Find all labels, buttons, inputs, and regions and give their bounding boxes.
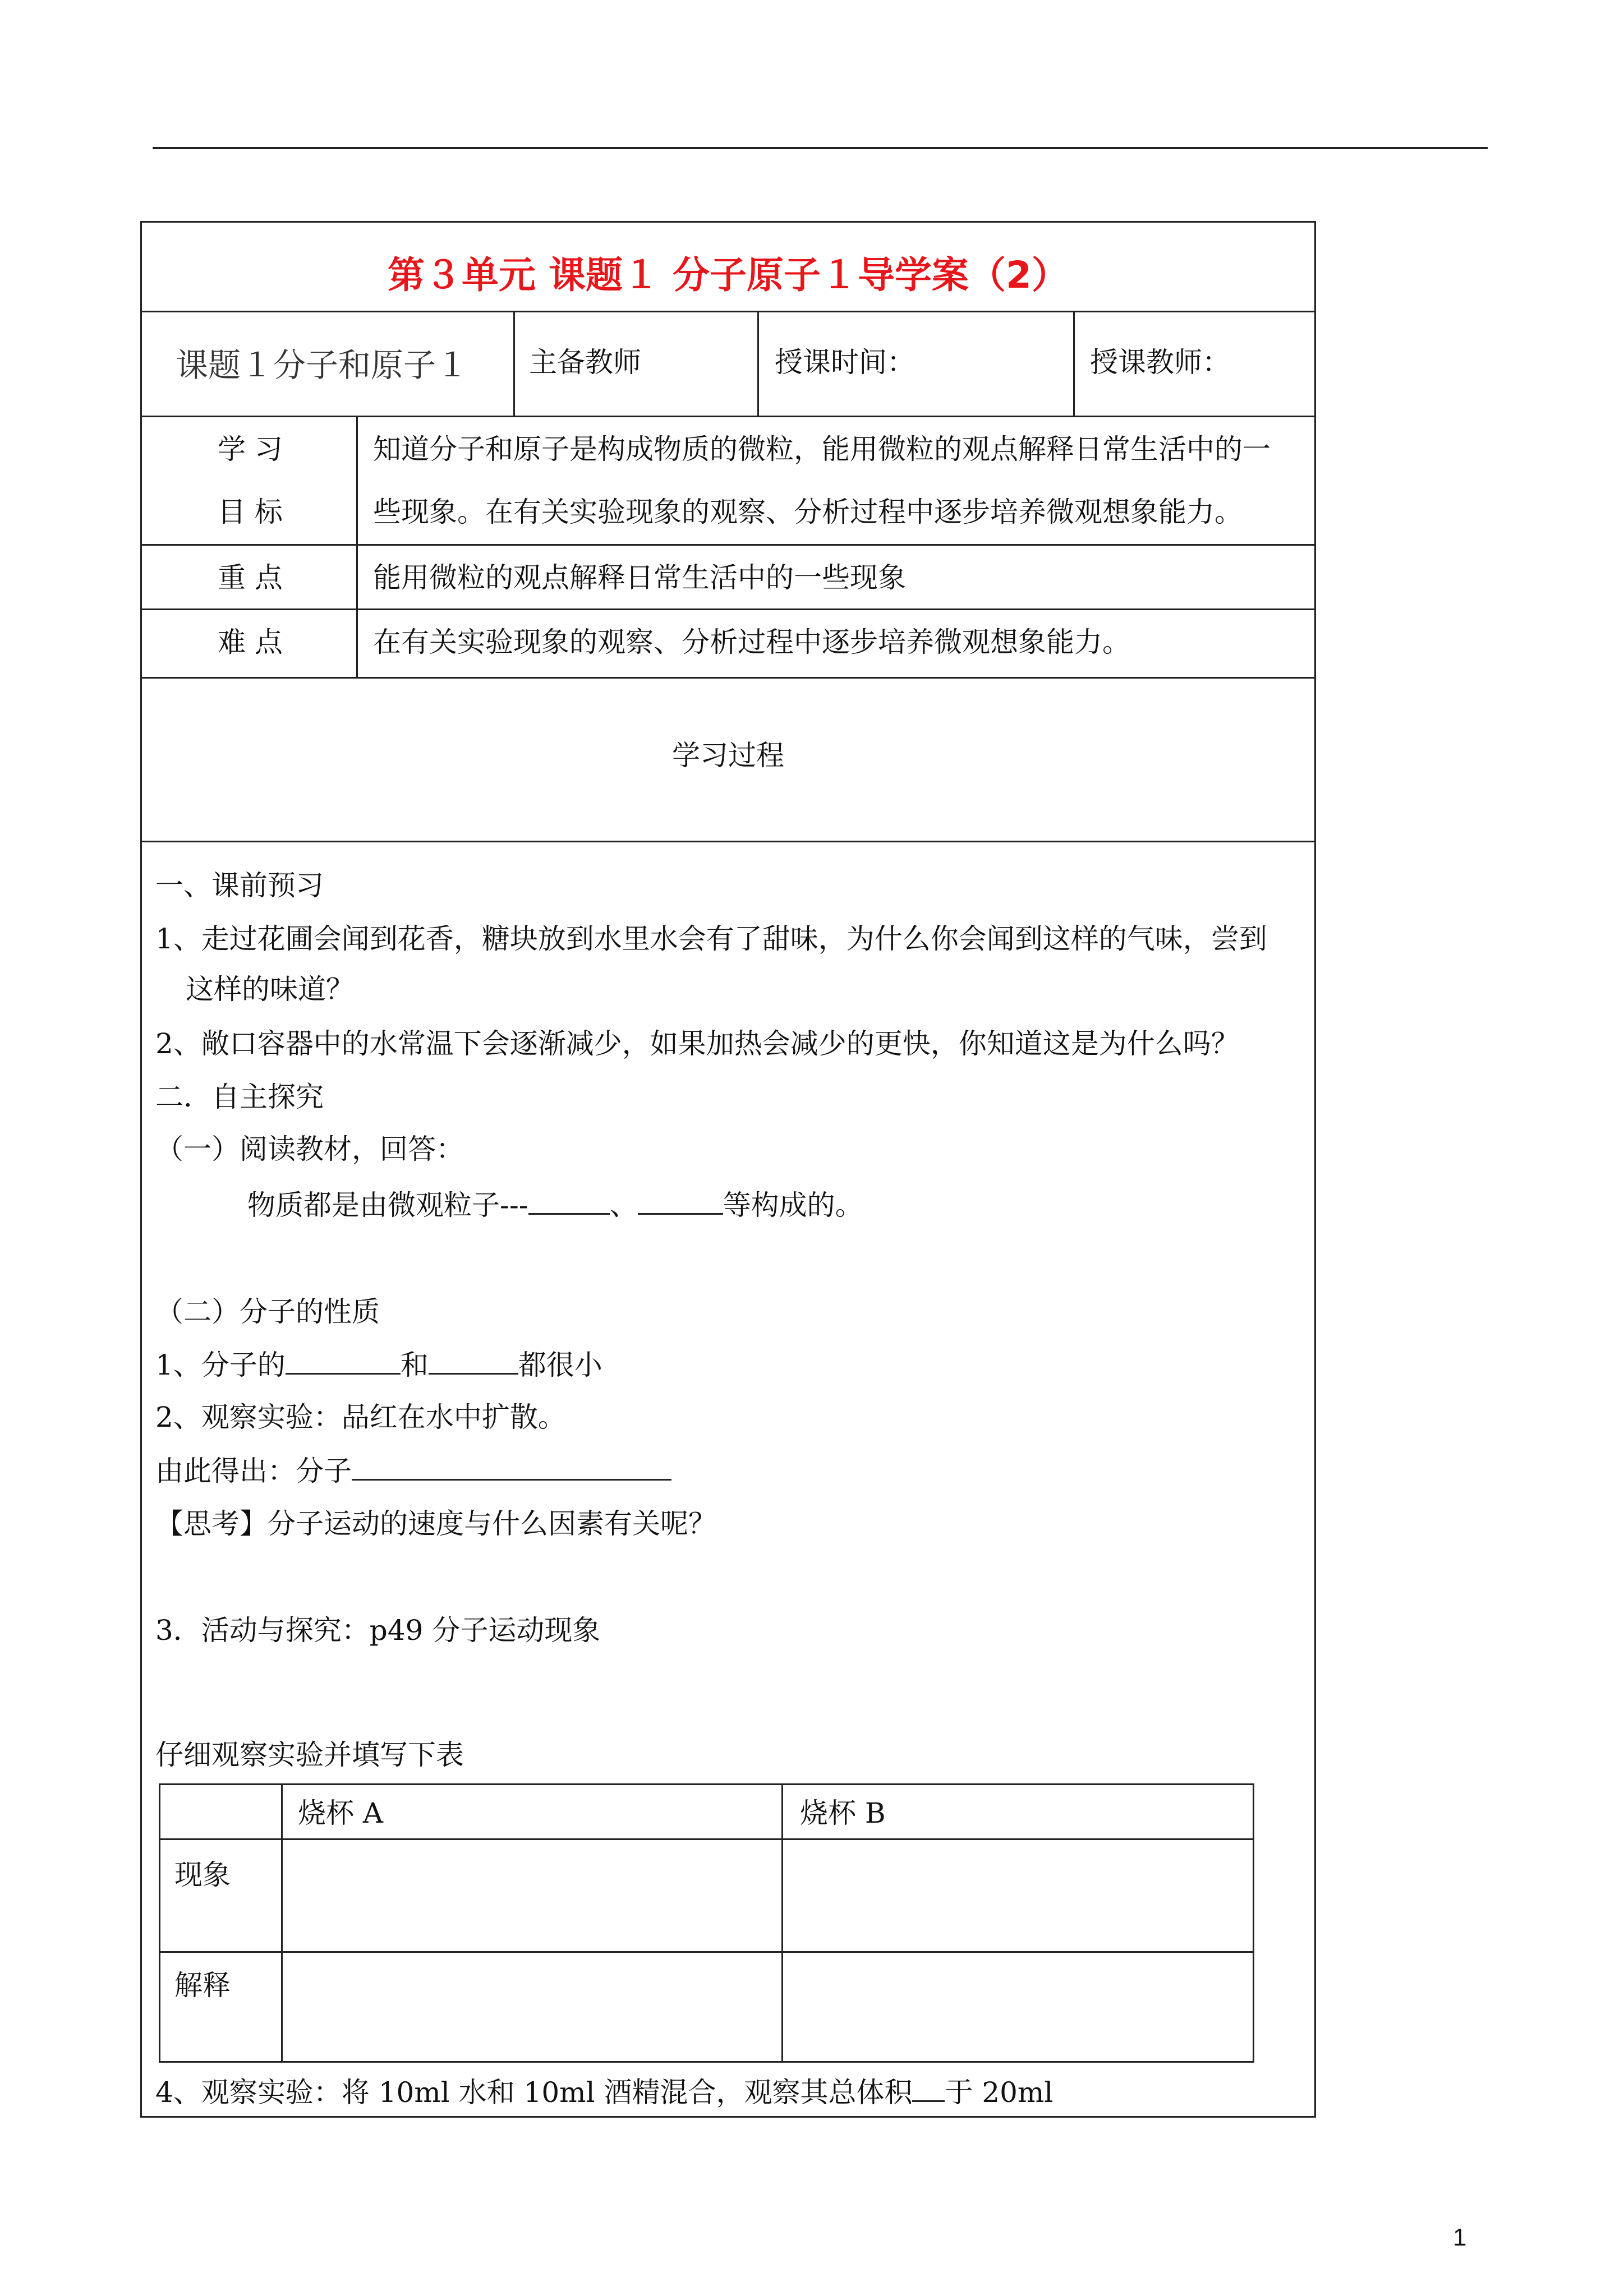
header-rule <box>153 147 1488 149</box>
objectives-text-1: 知道分子和原子是构成物质的微粒，能用微粒的观点解释日常生活中的一 <box>373 433 1271 465</box>
subsection-2: （二）分子的性质 <box>155 1295 380 1328</box>
page-number: 1 <box>1453 2224 1467 2251</box>
blank-5[interactable] <box>352 1452 671 1481</box>
blank-4[interactable] <box>429 1346 518 1375</box>
lesson-teacher-label: 授课教师： <box>1090 346 1230 379</box>
objectives-row <box>142 416 1314 546</box>
row-header-phenomenon: 现象 <box>174 1859 231 1891</box>
blank-2[interactable] <box>638 1186 723 1215</box>
observation-table <box>159 1783 1254 2063</box>
question-1-line-1: 1、走过花圃会闻到花香，糖块放到水里水会有了甜味，为什么你会闻到这样的气味，尝到 <box>155 923 1267 955</box>
info-row <box>142 311 1314 417</box>
title-row <box>142 223 1314 312</box>
lesson-label: 课题１分子和原子１ <box>176 346 469 384</box>
fill-in-matter: 物质都是由微观粒子--- 、 等构成的。 <box>247 1186 863 1224</box>
question-2: 2、敞口容器中的水常温下会逐渐减少，如果加热会减少的更快，你知道这是为什么吗？ <box>155 1027 1239 1060</box>
key-point-row <box>142 544 1314 610</box>
activity-3: 3．活动与探究：p49 分子运动现象 <box>155 1614 601 1647</box>
question-1-line-2: 这样的味道？ <box>186 973 354 1006</box>
think-question: 【思考】分子运动的速度与什么因素有关呢？ <box>155 1507 716 1540</box>
objectives-label-2: 目 标 <box>218 496 283 528</box>
conclusion: 由此得出：分子 <box>155 1452 671 1490</box>
row-header-explanation: 解释 <box>174 1969 231 2002</box>
subsection-1: （一）阅读教材，回答： <box>155 1133 464 1165</box>
document-title: 第３单元 课题１ 分子原子１导学案（2） <box>388 253 1069 297</box>
col-header-beaker-b: 烧杯 B <box>800 1797 886 1829</box>
section-1-title: 一、课前预习 <box>155 869 324 902</box>
difficulty-text: 在有关实验现象的观察、分析过程中逐步培养微观想象能力。 <box>373 626 1130 658</box>
col-header-beaker-a: 烧杯 A <box>298 1797 384 1829</box>
lesson-time-label: 授课时间： <box>775 346 915 379</box>
observation-4: 4、观察实验：将 10ml 水和 10ml 酒精混合，观察其总体积 于 20ml <box>155 2073 1053 2111</box>
cell-a-phenomenon[interactable] <box>283 1840 780 1949</box>
process-title: 学习过程 <box>672 739 784 772</box>
objectives-text-2: 些现象。在有关实验现象的观察、分析过程中逐步培养微观想象能力。 <box>373 496 1243 528</box>
main-teacher-label: 主备教师 <box>529 346 641 379</box>
key-point-label: 重 点 <box>218 561 283 594</box>
cell-a-explanation[interactable] <box>283 1953 780 2061</box>
blank-1[interactable] <box>528 1186 610 1215</box>
process-title-row <box>142 677 1314 842</box>
table-intro: 仔细观察实验并填写下表 <box>155 1739 464 1771</box>
cell-b-explanation[interactable] <box>783 1953 1252 2061</box>
cell-b-phenomenon[interactable] <box>783 1840 1252 1949</box>
blank-3[interactable] <box>286 1346 401 1375</box>
objectives-label-1: 学 习 <box>218 433 283 465</box>
key-point-text: 能用微粒的观点解释日常生活中的一些现象 <box>373 561 906 594</box>
property-2: 2、观察实验：品红在水中扩散。 <box>155 1401 566 1433</box>
blank-6[interactable] <box>912 2073 945 2102</box>
property-1: 1、分子的 和 都很小 <box>155 1346 602 1384</box>
difficulty-label: 难 点 <box>218 626 283 658</box>
section-2-title: 二．自主探究 <box>155 1081 324 1113</box>
difficulty-row <box>142 608 1314 679</box>
lesson-plan-table <box>140 221 1316 2118</box>
